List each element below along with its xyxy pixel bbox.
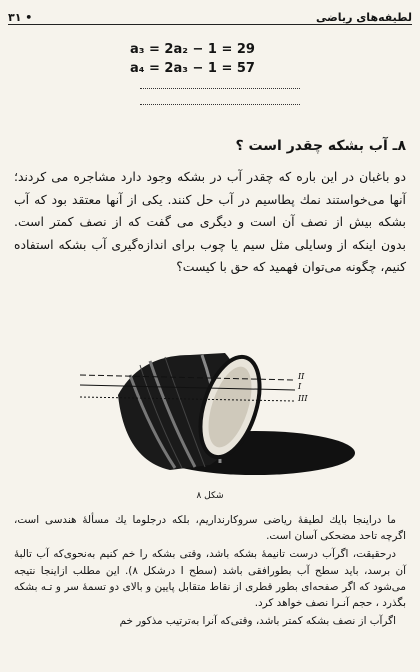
problem-paragraph: دو باغبان در این باره که چقدر آب در بشکه وجود دارد مشاجره می کردند؛ آنها می‌خواستند نمك پطاسیم در آب حل کنند. یکی از آنها معتقد بود که آب بشکه بیش از نصف آن است و دیگری می گفت که از نصف کمتر است. بدون اینکه از وسایلی مثل سیم یا چوب برای اندازه‌گیری آب بشکه استفاده کنیم، چگونه می‌توان فهمید که حق با کیست؟ [14, 169, 406, 275]
page-header [8, 6, 412, 25]
equation-line: a₄ = 2a₃ − 1 = 57 [130, 61, 255, 76]
figure-caption: شکل ۸ [196, 491, 224, 501]
level-label-iii: III [298, 394, 308, 403]
solution-paragraph: اگرآب از نصف بشکه کمتر باشد، وقتی‌که آنرا به‌ترتیب مذکور خم [119, 615, 396, 628]
page-number: ۳۱ • [8, 11, 33, 24]
dotted-line [140, 104, 300, 105]
solution-paragraph: ما دراینجا بایك لطیفهٔ ریاضی سروکارنداریم، بلکه درجلوما یك مسألهٔ هندسی است، اگرچه تاحد مضحکی آسان است. [14, 514, 406, 543]
level-label-i: I [298, 382, 302, 391]
running-title: لطیفه‌های ریاضی [316, 11, 412, 24]
equation-block [130, 40, 310, 78]
solution-text [14, 512, 406, 631]
barrel-figure [70, 335, 360, 495]
solution-paragraph: درحقیقت، اگرآب درست تانیمهٔ بشکه باشد، وقتی بشکه را خم کنیم به‌نحوی‌که آب تالبهٔ آن برسد، باید سطح آب بطورافقی باشد (سطح I درشکل ۸). این مطلب ازاینجا نتیجه می‌شود که اگر صفحه‌ای بطور قطری از نقاط متقابل پایین و بالای دو تسمهٔ سر و تـه بشکه بگذرد ، حجم آنـرا نصف خواهد کرد. [14, 548, 406, 610]
section-title: ۸ـ آب بشکه چقدر است ؟ [235, 138, 406, 154]
dotted-line [140, 88, 300, 89]
level-label-ii: II [298, 372, 305, 381]
equation-line: a₃ = 2a₂ − 1 = 29 [130, 42, 255, 57]
